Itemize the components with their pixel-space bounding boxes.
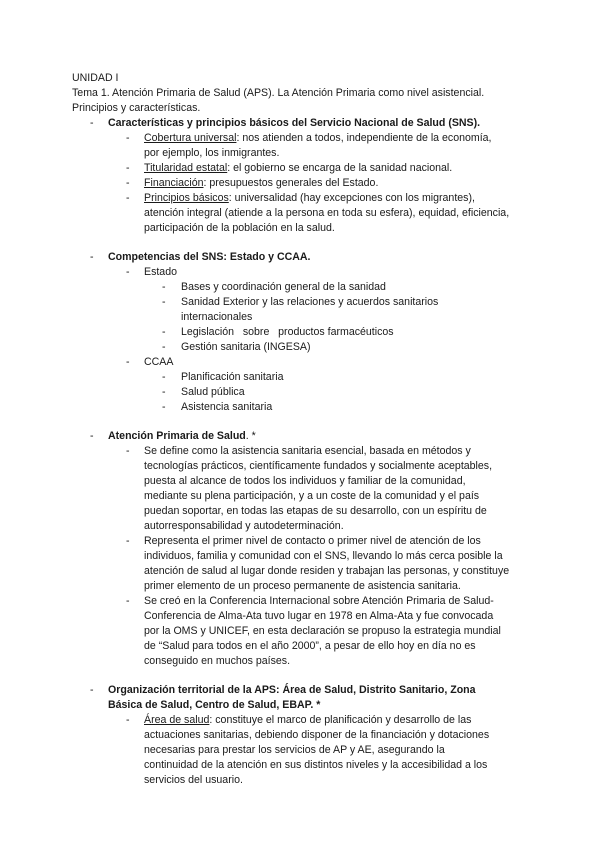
paragraph-line: primer elemento de un proceso permanente de asistencia sanitaria.	[144, 580, 461, 592]
paragraph-line: Se define como la asistencia sanitaria esencial, basada en métodos y	[144, 445, 471, 457]
bullet-dash: -	[162, 341, 166, 353]
list-item: Bases y coordinación general de la sanidad	[181, 281, 386, 293]
bullet-dash: -	[126, 132, 130, 144]
list-item-titularidad	[144, 161, 452, 176]
paragraph-line: necesarias para prestar los servicios de AP y AE, asegurando la	[144, 744, 445, 756]
bullet-dash: -	[126, 266, 130, 278]
bullet-dash: -	[90, 251, 94, 263]
paragraph-line: Conferencia de Alma-Ata tuvo lugar en 1978 en Alma-Ata y fue convocada	[144, 610, 494, 622]
paragraph-line: puedan soportar, en todas las etapas de su desarrollo, con un espíritu de	[144, 505, 487, 517]
bullet-dash: -	[126, 192, 130, 204]
list-item: Asistencia sanitaria	[181, 401, 273, 413]
list-item-continuation: internacionales	[181, 311, 253, 323]
bullet-dash: -	[162, 371, 166, 383]
paragraph-line: continuidad de la atención en sus distintos niveles y la accesibilidad a los	[144, 759, 488, 771]
bullet-dash: -	[162, 401, 166, 413]
list-item-cobertura	[144, 131, 491, 146]
term: Titularidad estatal	[144, 162, 228, 174]
paragraph-line: conseguido en muchos países.	[144, 655, 291, 667]
term: Financiación	[144, 177, 204, 189]
list-item: Sanidad Exterior y las relaciones y acuerdos sanitarios	[181, 296, 439, 308]
list-item: Gestión sanitaria (INGESA)	[181, 341, 311, 353]
list-item-estado: Estado	[144, 266, 177, 278]
term: Cobertura universal	[144, 132, 237, 144]
paragraph-line: puesta al alcance de todos los individuos y familiar de la comunidad,	[144, 475, 466, 487]
item-text: : el gobierno se encarga de la sanidad nacional.	[227, 162, 453, 174]
paragraph-line: Representa el primer nivel de contacto o primer nivel de atención de los	[144, 535, 481, 547]
list-item-principios	[144, 191, 475, 206]
list-item: Legislación sobre productos farmacéuticos	[181, 326, 394, 338]
term: Principios básicos	[144, 192, 229, 204]
list-item-area-salud	[144, 713, 471, 728]
bullet-dash: -	[162, 326, 166, 338]
paragraph-line: servicios del usuario.	[144, 774, 243, 786]
section-heading-organizacion-cont: Básica de Salud, Centro de Salud, EBAP. *	[108, 699, 321, 711]
paragraph-line: tecnologías prácticos, científicamente fundados y socialmente aceptables,	[144, 460, 493, 472]
section-heading-sns: Características y principios básicos del Servicio Nacional de Salud (SNS).	[108, 117, 481, 129]
topic-line-1: Tema 1. Atención Primaria de Salud (APS). La Atención Primaria como nivel asistencial.	[72, 87, 485, 99]
bullet-dash: -	[126, 177, 130, 189]
paragraph-line: por la OMS y UNICEF, en esta declaración se propuso la estrategia mundial	[144, 625, 501, 637]
list-item-ccaa: CCAA	[144, 356, 174, 368]
term: Área de salud	[144, 714, 210, 726]
paragraph-line: Se creó en la Conferencia Internacional sobre Atención Primaria de Salud-	[144, 595, 494, 607]
list-item-continuation: por ejemplo, los inmigrantes.	[144, 147, 280, 159]
paragraph-line: mediante su plena participación, y a un coste de la comunidad y el país	[144, 490, 480, 502]
heading-text: Atención Primaria de Salud	[108, 430, 246, 442]
section-heading-organizacion: Organización territorial de la APS: Área de Salud, Distrito Sanitario, Zona	[108, 684, 476, 696]
bullet-dash: -	[126, 714, 130, 726]
bullet-dash: -	[90, 430, 94, 442]
list-item: Salud pública	[181, 386, 245, 398]
list-item-continuation: atención integral (atiende a la persona en toda su esfera), equidad, eficiencia,	[144, 207, 510, 219]
paragraph-line: autorresponsabilidad y autodeterminación.	[144, 520, 344, 532]
list-item-continuation: participación de la población en la salud.	[144, 222, 335, 234]
bullet-dash: -	[90, 117, 94, 129]
item-text: : presupuestos generales del Estado.	[203, 177, 379, 189]
paragraph-line: actuaciones sanitarias, debiendo disponer de la financiación y dotaciones	[144, 729, 490, 741]
bullet-dash: -	[126, 535, 130, 547]
bullet-dash: -	[162, 281, 166, 293]
bullet-dash: -	[126, 356, 130, 368]
bullet-dash: -	[162, 296, 166, 308]
section-heading-aps	[108, 429, 256, 444]
heading-suffix: . *	[245, 430, 256, 442]
bullet-dash: -	[126, 445, 130, 457]
bullet-dash: -	[126, 162, 130, 174]
paragraph-line: atención de salud al lugar donde residen y trabajan las personas, y constituye	[144, 565, 510, 577]
section-heading-competencias: Competencias del SNS: Estado y CCAA.	[108, 251, 311, 263]
bullet-dash: -	[126, 595, 130, 607]
paragraph-line: de “Salud para todos en el año 2000”, a pesar de ello hoy en día no es	[144, 640, 476, 652]
bullet-dash: -	[90, 684, 94, 696]
item-text: : nos atienden a todos, independiente de la economía,	[236, 132, 492, 144]
paragraph-line: individuos, familia y comunidad con el SNS, llevando lo más cerca posible la	[144, 550, 503, 562]
list-item: Planificación sanitaria	[181, 371, 284, 383]
unit-title: UNIDAD I	[72, 72, 119, 84]
item-text: : constituye el marco de planificación y desarrollo de las	[209, 714, 472, 726]
bullet-dash: -	[162, 386, 166, 398]
topic-line-2: Principios y características.	[72, 102, 201, 114]
list-item-financiacion	[144, 176, 378, 191]
item-text: : universalidad (hay excepciones con los migrantes),	[228, 192, 475, 204]
